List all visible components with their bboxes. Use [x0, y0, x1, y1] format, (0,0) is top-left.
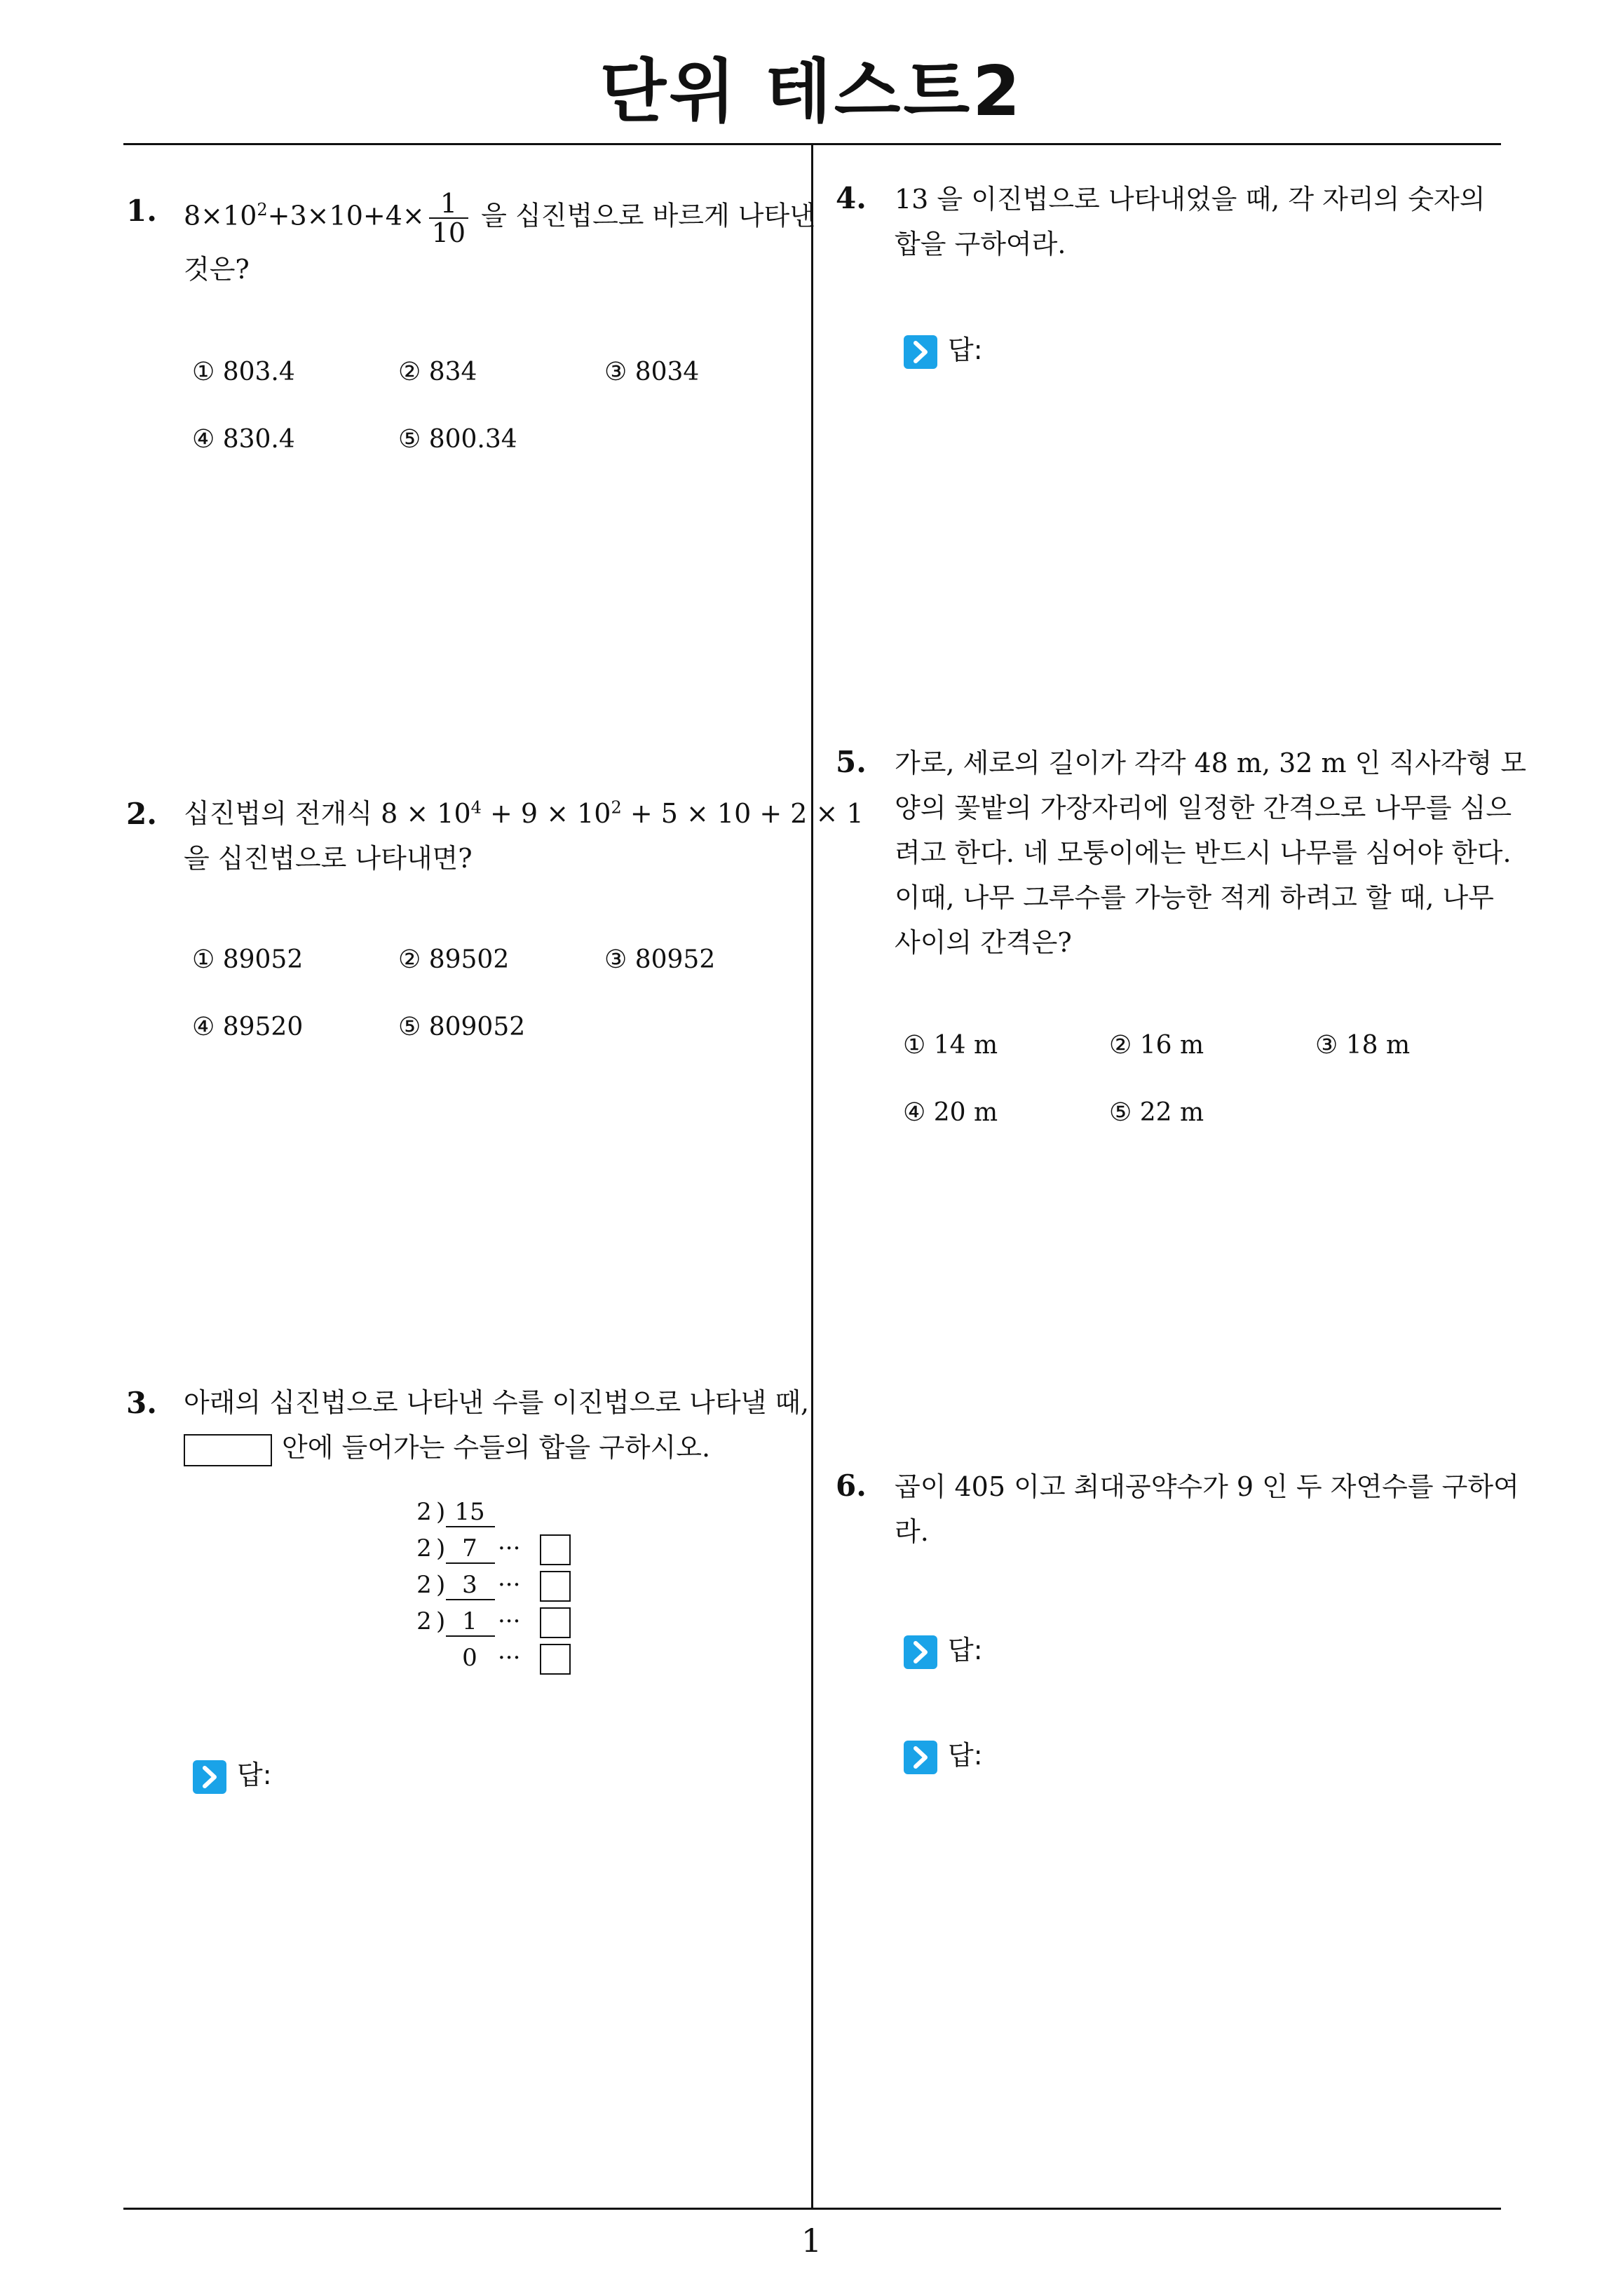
- question-line: 것은?: [184, 254, 250, 285]
- exponent: 2: [257, 199, 268, 220]
- question-number: 4.: [836, 181, 867, 215]
- option-3[interactable]: ③ 18 m: [1315, 1031, 1411, 1060]
- remainder-box[interactable]: [540, 1607, 571, 1638]
- division-line: [446, 1599, 495, 1600]
- exponent: 4: [470, 797, 482, 818]
- option-1[interactable]: ① 803.4: [192, 358, 295, 386]
- final-quotient: 0: [462, 1644, 477, 1672]
- divisor: 2: [416, 1607, 432, 1635]
- question-number: 3.: [126, 1386, 157, 1420]
- question-text-rest: 안에 들어가는 수들의 합을 구하시오.: [282, 1432, 711, 1463]
- expression: 십진법의 전개식 8 × 10: [184, 798, 471, 829]
- question-text: [895, 177, 1485, 266]
- chevron-right-icon: [903, 1740, 938, 1775]
- division-bracket: ): [436, 1607, 446, 1635]
- question-number: 2.: [126, 797, 157, 831]
- question-number: 1.: [126, 194, 157, 228]
- option-2[interactable]: ② 16 m: [1109, 1031, 1204, 1060]
- answer-field[interactable]: [903, 328, 983, 370]
- division-line: [446, 1562, 495, 1564]
- division-line: [446, 1635, 495, 1637]
- question-text: [184, 1380, 809, 1470]
- chevron-right-icon: [903, 1635, 938, 1670]
- quotient: 3: [462, 1571, 477, 1599]
- option-5[interactable]: ⑤ 809052: [398, 1013, 526, 1041]
- answer-label: 답:: [948, 335, 983, 365]
- divisor: 2: [416, 1498, 432, 1526]
- column-divider: [811, 144, 813, 2208]
- question-line: 을 십진법으로 나타내면?: [184, 843, 473, 874]
- option-4[interactable]: ④ 89520: [192, 1013, 304, 1041]
- question-line: 곱이 405 이고 최대공약수가 9 인 두 자연수를 구하여: [895, 1471, 1519, 1502]
- expression: + 5 × 10 + 2 × 1: [621, 798, 864, 829]
- remainder-box[interactable]: [540, 1644, 571, 1675]
- remainder-dots: ···: [498, 1644, 521, 1672]
- page-title: 단위 테스트2: [599, 52, 1024, 132]
- question-line: 이때, 나무 그루수를 가능한 적게 하려고 할 때, 나무: [895, 882, 1494, 913]
- option-4[interactable]: ④ 830.4: [192, 425, 295, 454]
- fraction-numerator: 1: [429, 189, 468, 219]
- answer-label: 답:: [237, 1760, 272, 1790]
- option-3[interactable]: ③ 8034: [604, 358, 700, 386]
- quotient: 7: [462, 1534, 477, 1562]
- exponent: 2: [611, 797, 622, 818]
- option-5[interactable]: ⑤ 22 m: [1109, 1098, 1204, 1127]
- question-text: [895, 741, 1526, 965]
- question-text: [895, 1464, 1519, 1554]
- option-2[interactable]: ② 834: [398, 358, 477, 386]
- option-1[interactable]: ① 14 m: [903, 1031, 998, 1060]
- answer-label: 답:: [948, 1740, 983, 1771]
- question-line: [184, 188, 815, 248]
- answer-field[interactable]: [903, 1734, 983, 1775]
- answer-field[interactable]: [903, 1628, 983, 1670]
- question-text-rest: 을 십진법으로 바르게 나타낸: [473, 200, 815, 231]
- page-number: 1: [801, 2222, 822, 2260]
- remainder-dots: ···: [498, 1571, 521, 1599]
- blank-box: [184, 1434, 272, 1466]
- option-3[interactable]: ③ 80952: [604, 945, 716, 974]
- dividend: 15: [454, 1498, 485, 1526]
- question-line: 사이의 간격은?: [895, 927, 1072, 958]
- division-diagram: [414, 1494, 596, 1683]
- division-line: [446, 1526, 495, 1527]
- option-4[interactable]: ④ 20 m: [903, 1098, 998, 1127]
- question-line: 양의 꽃밭의 가장자리에 일정한 간격으로 나무를 심으: [895, 792, 1512, 823]
- fraction: [429, 189, 468, 247]
- remainder-box[interactable]: [540, 1534, 571, 1565]
- option-2[interactable]: ② 89502: [398, 945, 510, 974]
- remainder-box[interactable]: [540, 1571, 571, 1602]
- question-line: 라.: [895, 1516, 929, 1547]
- fraction-denominator: 10: [431, 217, 466, 248]
- expression: 8×10: [184, 200, 257, 231]
- question-line: 합을 구하여라.: [895, 229, 1066, 259]
- answer-field[interactable]: [192, 1753, 272, 1795]
- option-1[interactable]: ① 89052: [192, 945, 304, 974]
- question-line: [184, 1425, 809, 1470]
- remainder-dots: ···: [498, 1607, 521, 1635]
- question-text: [184, 189, 815, 292]
- question-number: 6.: [836, 1468, 867, 1503]
- option-5[interactable]: ⑤ 800.34: [398, 425, 517, 454]
- expression: + 9 × 10: [481, 798, 611, 829]
- question-line: 가로, 세로의 길이가 각각 48 m, 32 m 인 직사각형 모: [895, 748, 1527, 778]
- question-line: 아래의 십진법으로 나타낸 수를 이진법으로 나타낼 때,: [184, 1387, 810, 1418]
- divisor: 2: [416, 1534, 432, 1562]
- expression: +3×10+4×: [267, 200, 425, 231]
- question-line: 13 을 이진법으로 나타내었을 때, 각 자리의 숫자의: [895, 184, 1486, 215]
- question-line: [184, 791, 864, 836]
- chevron-right-icon: [903, 335, 938, 370]
- question-text: [184, 791, 864, 881]
- division-bracket: ): [436, 1534, 446, 1562]
- answer-label: 답:: [948, 1635, 983, 1666]
- remainder-dots: ···: [498, 1534, 521, 1562]
- divisor: 2: [416, 1571, 432, 1599]
- bottom-rule: [123, 2208, 1501, 2210]
- division-bracket: ): [436, 1571, 446, 1599]
- question-number: 5.: [836, 745, 867, 779]
- quotient: 1: [462, 1607, 477, 1635]
- division-bracket: ): [436, 1498, 446, 1526]
- chevron-right-icon: [192, 1760, 227, 1795]
- question-line: 려고 한다. 네 모퉁이에는 반드시 나무를 심어야 한다.: [895, 837, 1512, 868]
